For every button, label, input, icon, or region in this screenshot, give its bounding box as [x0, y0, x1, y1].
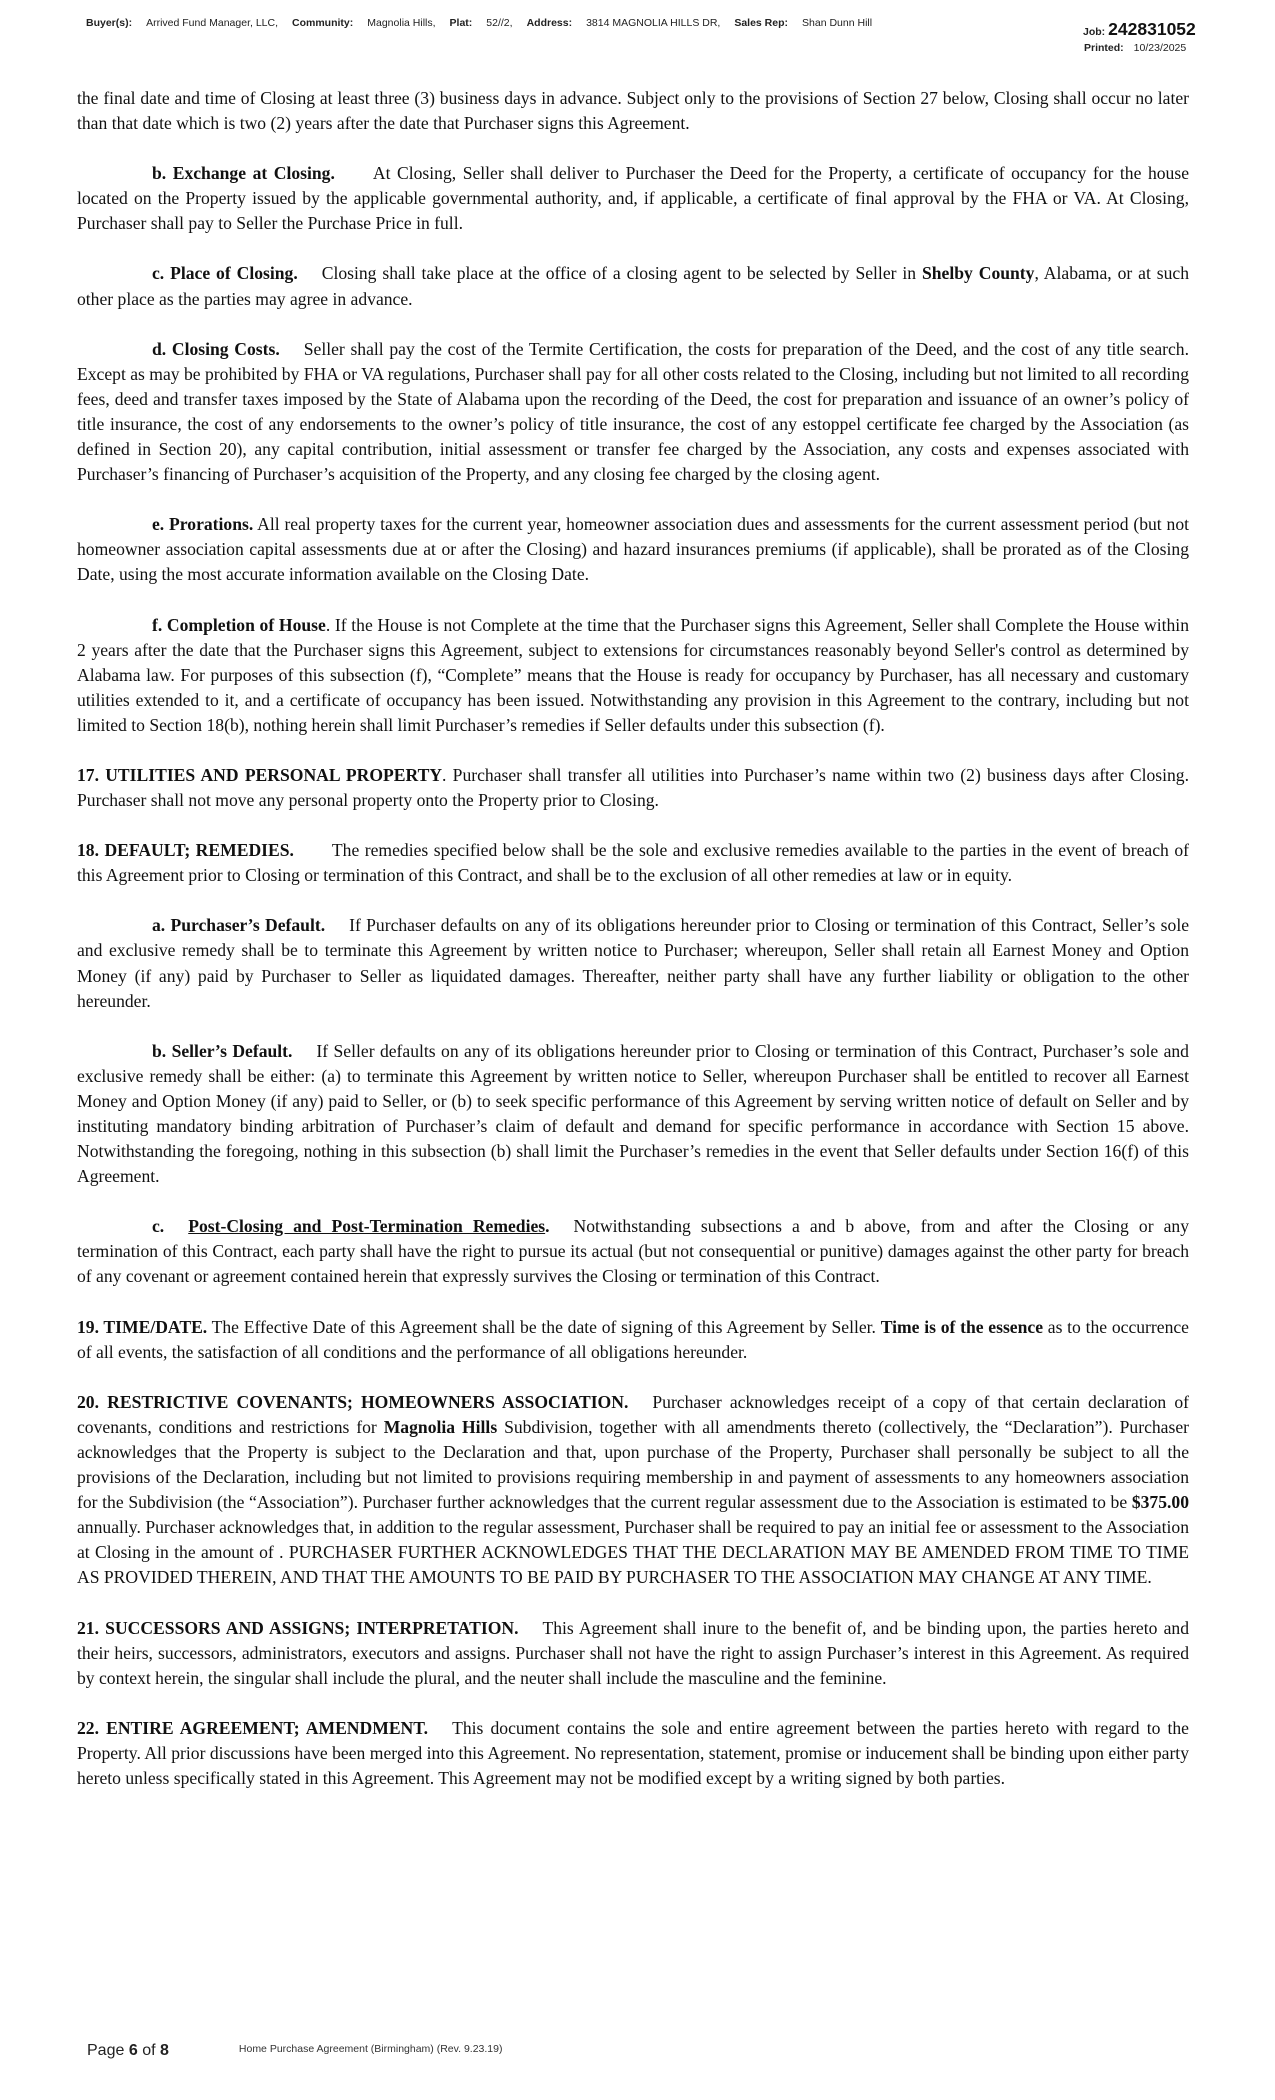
section-20-subdivision: Magnolia Hills: [383, 1416, 498, 1437]
printed-date: 10/23/2025: [1133, 42, 1187, 54]
section-18b-sellers-default: [77, 1039, 1189, 1190]
page-total: 8: [159, 2042, 169, 2059]
section-18c-heading: Post-Closing and Post-Termination Remedies: [188, 1216, 546, 1237]
address-value: 3814 MAGNOLIA HILLS DR,: [586, 17, 721, 29]
section-20-heading: 20. RESTRICTIVE COVENANTS; HOMEOWNERS ASSOCIATION.: [77, 1391, 629, 1412]
paragraph-prorations: [77, 512, 1189, 587]
address-label: Address:: [526, 17, 573, 29]
page-footer: [87, 2042, 502, 2060]
section-21-heading: 21. SUCCESSORS AND ASSIGNS; INTERPRETATION.: [77, 1617, 519, 1638]
sales-rep-label: Sales Rep:: [734, 17, 789, 29]
page-header: [0, 0, 1275, 82]
community-label: Community:: [292, 17, 354, 29]
prorations-heading: e. Prorations.: [152, 514, 254, 535]
section-18a-text: If Purchaser defaults on any of its obligations hereunder prior to Closing or termination of this Contract, Seller’s sole and exclusive remedy shall be to terminate this Agreement by written notice to Purchaser; whereupon, Seller shall retain all Earnest Money and Option Money (if any) paid by Purchaser to Seller as liquidated damages. Thereafter, neither party shall have any further liability or obligation to the other hereunder.: [77, 915, 1190, 1011]
section-18-heading: 18. DEFAULT; REMEDIES.: [77, 840, 294, 861]
job-row: [1083, 19, 1233, 40]
header-deal-info: [86, 17, 886, 29]
section-19-time-essence: Time is of the essence: [880, 1316, 1044, 1337]
section-21-successors-assigns: [77, 1616, 1189, 1691]
community-value: Magnolia Hills,: [367, 17, 436, 29]
section-20-text-3: annually. Purchaser acknowledges that, in addition to the regular assessment, Purchaser shall be required to pay an initial fee or assessment to the Association at Closing in the amount of . PURCHASER FURTHER ACKNOWLEDGES THAT THE DECLARATION MAY BE AMENDED FROM TIME TO TIME AS PROVIDED THEREIN, AND THAT THE AMOUNTS TO BE PAID BY PURCHASER TO THE ASSOCIATION MAY CHANGE AT ANY TIME.: [77, 1517, 1189, 1588]
section-21-text: This Agreement shall inure to the benefit of, and be binding upon, the parties hereto and their heirs, successors, administrators, executors and assigns. Purchaser shall not have the right to assign Purchaser’s interest in this Agreement. As required by context herein, the singular shall include the plural, and the neuter shall include the masculine and the feminine.: [77, 1617, 1189, 1688]
section-22-heading: 22. ENTIRE AGREEMENT; AMENDMENT.: [77, 1717, 429, 1738]
plat-label: Plat:: [449, 17, 473, 29]
section-18c-post-closing-remedies: c. Post-Closing and Post-Termination Remedies. Notwithstanding subsections a and b above, from and after the Closing or any termination of this Contract, each party shall have the right to pursue its actual (but not consequential or punitive) damages against the other party for breach of any covenant or agreement contained herein that expressly survives the Closing or termination of this Contract.: [77, 1216, 1189, 1287]
closing-continuation-text: the final date and time of Closing at least three (3) business days in advance. Subject only to the provisions of Section 27 below, Closing shall occur no later than that date which is two (2) years after the date that Purchaser signs this Agreement.: [77, 88, 1189, 134]
section-20-assessment-amount: $375.00: [1131, 1492, 1189, 1513]
paragraph-exchange-at-closing: [77, 161, 1189, 236]
page-number: [87, 2042, 169, 2059]
paragraph-closing-continuation: [77, 86, 1189, 136]
buyer-label: Buyer(s):: [86, 17, 133, 29]
section-18b-text: If Seller defaults on any of its obligations hereunder prior to Closing or termination of this Contract, Purchaser’s sole and exclusive remedy shall be either: (a) to terminate this Agreement by written notice to Seller, whereupon Purchaser shall be entitled to recover all Earnest Money and Option Money (if any) paid to Seller, or (b) to seek specific performance of this Agreement by serving written notice of default on Seller and by instituting mandatory binding arbitration of Purchaser’s claim of default and demand for specific performance in accordance with Section 15 above. Notwithstanding the foregoing, nothing in this subsection (b) shall limit the Purchaser’s remedies in the event that Seller defaults under Section 16(f) of this Agreement.: [77, 1040, 1189, 1187]
agreement-body: [77, 86, 1189, 1816]
closing-county: Shelby County: [921, 263, 1035, 284]
completion-of-house-text: . If the House is not Complete at the time that the Purchaser signs this Agreement, Seller shall Complete the House within 2 years after the date that the Purchaser signs this Agreement, subject to extensions for circumstances reasonably beyond Seller's control as determined by Alabama law. For purposes of this subsection (f), “Complete” means that the House is ready for occupancy by Purchaser, has all necessary and customary utilities extended to it, and a certificate of occupancy has been issued. Notwithstanding any provision in this Agreement to the contrary, including but not limited to Section 18(b), nothing herein shall limit Purchaser’s remedies if Seller defaults under this subsection (f).: [77, 614, 1189, 735]
section-20-text-1: Purchaser acknowledges receipt of a copy of that certain declaration of covenants, conditions and restrictions for: [77, 1391, 1189, 1437]
job-label: Job:: [1083, 26, 1106, 38]
paragraph-place-of-closing: [77, 261, 1189, 311]
closing-costs-text: Seller shall pay the cost of the Termite Certification, the costs for preparation of the Deed, and the cost of any title search. Except as may be prohibited by FHA or VA regulations, Purchaser shall pay for all other costs related to the Closing, including but not limited to all recording fees, deed and transfer taxes imposed by the State of Alabama upon the recording of the Deed, the cost for preparation and issuance of an owner’s policy of title insurance, the cost of any endorsements to the owner’s policy of title insurance, the cost of any estoppel certificate fee charged by the Association (as defined in Section 20), any capital contribution, initial assessment or transfer fee charged by the Association, any costs and expenses associated with Purchaser’s financing of Purchaser’s acquisition of the Property, and any closing fee charged by the closing agent.: [77, 338, 1189, 485]
prorations-text: All real property taxes for the current year, homeowner association dues and assessments for the current assessment period (but not homeowner association capital assessments due at or after the Closing) and hazard insurances premiums (if applicable), shall be prorated as of the Closing Date, using the most accurate information available on the Closing Date.: [77, 514, 1190, 585]
page-word: Page: [87, 2042, 125, 2059]
printed-row: [1083, 42, 1233, 54]
buyer-value: Arrived Fund Manager, LLC,: [146, 17, 278, 29]
section-18-text: The remedies specified below shall be the sole and exclusive remedies available to the parties in the event of breach of this Agreement prior to Closing or termination of this Contract, and shall be to the exclusion of all other remedies at law or in equity.: [77, 840, 1189, 886]
sales-rep-value: Shan Dunn Hill: [802, 17, 873, 29]
section-19-text-2: as to the occurrence of all events, the satisfaction of all conditions and the performance of all obligations hereunder.: [77, 1316, 1189, 1362]
place-of-closing-text-1: Closing shall take place at the office of a closing agent to be selected by Seller in: [321, 263, 917, 284]
section-17-text: . Purchaser shall transfer all utilities into Purchaser’s name within two (2) business days after Closing. Purchaser shall not move any personal property onto the Property prior to Closing.: [77, 764, 1189, 811]
section-22-entire-agreement: [77, 1716, 1189, 1791]
section-20-restrictive-covenants: [77, 1390, 1189, 1591]
section-18-default-remedies: [77, 838, 1189, 888]
paragraph-completion-of-house: [77, 613, 1189, 738]
completion-of-house-heading: f. Completion of House: [152, 614, 326, 635]
section-18b-heading: b. Seller’s Default.: [152, 1040, 293, 1061]
section-22-text: This document contains the sole and entire agreement between the parties hereto with regard to the Property. All prior discussions have been merged into this Agreement. No representation, statement, promise or inducement shall be binding upon either party hereto unless specifically stated in this Agreement. This Agreement may not be modified except by a writing signed by both parties.: [77, 1717, 1189, 1788]
section-19-text-1: The Effective Date of this Agreement shall be the date of signing of this Agreement by Seller.: [211, 1316, 876, 1337]
section-18c-letter: c.: [152, 1216, 165, 1237]
section-17-heading: 17. UTILITIES AND PERSONAL PROPERTY: [77, 764, 443, 785]
section-17-utilities: [77, 763, 1189, 813]
form-title: Home Purchase Agreement (Birmingham) (Rev. 9.23.19): [238, 2043, 503, 2055]
section-18a-heading: a. Purchaser’s Default.: [152, 915, 326, 936]
paragraph-closing-costs: [77, 337, 1189, 488]
place-of-closing-heading: c. Place of Closing.: [152, 263, 298, 284]
place-of-closing-text-2: , Alabama, or at such other place as the parties may agree in advance.: [77, 263, 1190, 309]
exchange-at-closing-text: At Closing, Seller shall deliver to Purchaser the Deed for the Property, a certificate of occupancy for the house located on the Property issued by the applicable governmental authority, and, if applicable, a certificate of final approval by the FHA or VA. At Closing, Purchaser shall pay to Seller the Purchase Price in full.: [77, 163, 1189, 234]
page-of: of: [142, 2042, 156, 2059]
section-19-time-date: [77, 1315, 1189, 1365]
section-19-heading: 19. TIME/DATE.: [77, 1316, 208, 1337]
section-20-text-2: Subdivision, together with all amendments thereto (collectively, the “Declaration”). Purchaser acknowledges that the Property is subject to the Declaration and that, upon purchase of the Property, Purchaser shall personally be subject to all the provisions of the Declaration, including but not limited to provisions requiring membership in and payment of assessments to any homeowners association for the Subdivision (the “Association”). Purchaser further acknowledges that the current regular assessment due to the Association is estimated to be: [77, 1416, 1189, 1513]
section-18a-purchasers-default: [77, 913, 1189, 1013]
printed-label: Printed:: [1084, 42, 1124, 54]
job-number: 242831052: [1108, 19, 1196, 39]
closing-costs-heading: d. Closing Costs.: [152, 338, 280, 359]
exchange-at-closing-heading: b. Exchange at Closing.: [152, 163, 335, 184]
plat-value: 52//2,: [486, 17, 513, 29]
header-job-info: [1083, 19, 1233, 54]
page-current: 6: [128, 2042, 138, 2059]
section-18c-text: Notwithstanding subsections a and b above, from and after the Closing or any termination of this Contract, each party shall have the right to pursue its actual (but not consequential or punitive) damages against the other party for breach of any covenant or agreement contained herein that expressly survives the Closing or termination of this Contract.: [77, 1216, 1189, 1287]
